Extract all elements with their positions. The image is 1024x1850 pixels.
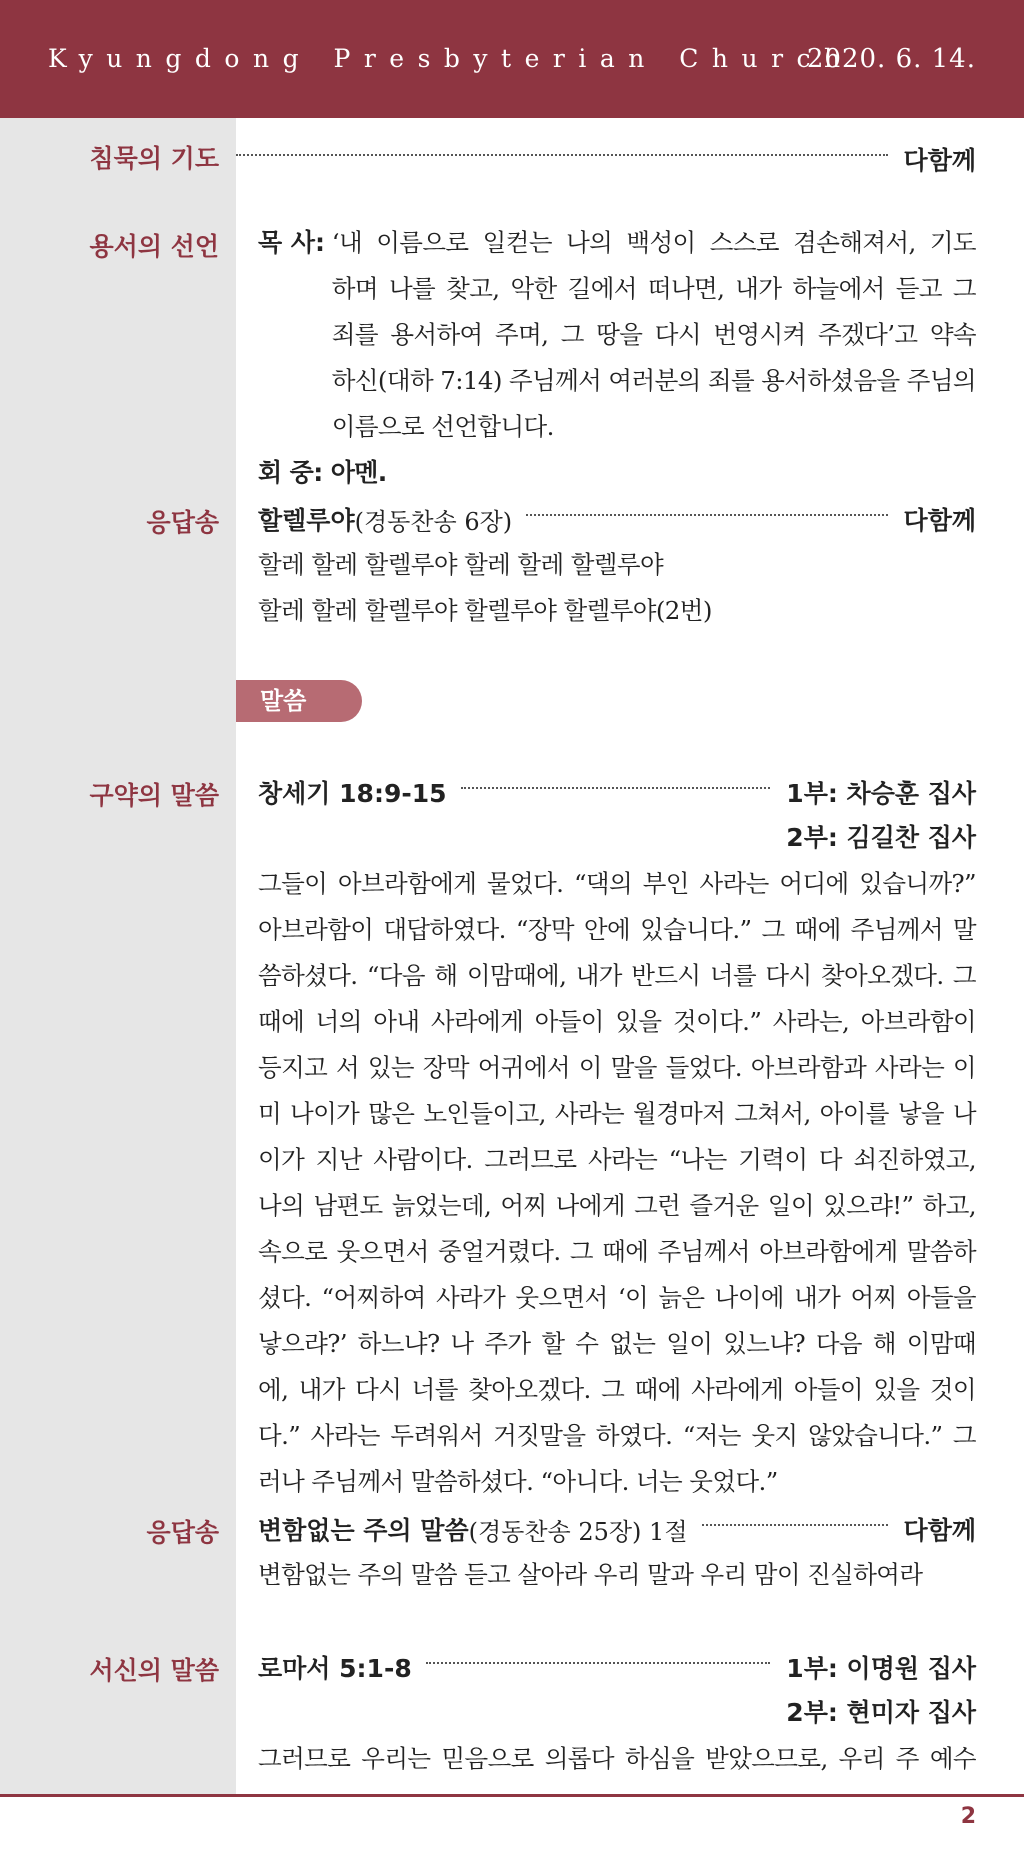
scripture-line: 아브라함이 대답하였다. “장막 안에 있습니다.” 그 때에 주님께서 말 xyxy=(258,915,976,944)
leader-dots xyxy=(526,514,887,516)
response-song-2-right: 다함께 xyxy=(903,1516,976,1545)
ot-reader-2: 2부: 김길찬 집사 xyxy=(786,823,976,852)
scripture-line: 미 나이가 많은 노인들이고, 사라는 월경마저 그쳐서, 아이를 낳을 나 xyxy=(258,1099,976,1128)
epistle-reference: 로마서 5:1-8 xyxy=(258,1654,412,1683)
lyric-line: 할레 할레 할렐루야 할레 할레 할렐루야 xyxy=(258,550,664,579)
response-song-1-right: 다함께 xyxy=(903,506,976,535)
scripture-line: 러나 주님께서 말씀하셨다. “아니다. 너는 웃었다.” xyxy=(258,1467,778,1496)
pastor-line: 이름으로 선언합니다. xyxy=(331,412,554,441)
response-song-1-note: (경동찬송 6장) xyxy=(354,507,513,536)
scripture-line: 나의 남편도 늙었는데, 어찌 나에게 그런 즐거운 일이 있으랴!” 하고, xyxy=(258,1191,976,1220)
label-ot-reading: 구약의 말씀 xyxy=(89,781,219,810)
section-pill-word: 말씀 xyxy=(236,680,362,722)
scripture-line: 이가 지난 사람이다. 그러므로 사라는 “나는 기력이 다 쇠진하였고, xyxy=(258,1145,976,1174)
leader-dots xyxy=(236,154,888,156)
leader-dots xyxy=(426,1662,771,1664)
pastor-text xyxy=(332,220,976,450)
label-absolution: 용서의 선언 xyxy=(89,232,219,261)
footer-rule xyxy=(0,1794,1024,1797)
leader-dots xyxy=(702,1524,888,1526)
response-song-2-block xyxy=(258,1506,976,1598)
scripture-line: 그들이 아브라함에게 물었다. “댁의 부인 사라는 어디에 있습니까?” xyxy=(258,869,976,898)
scripture-line: 셨다. “어찌하여 사라가 웃으면서 ‘이 늙은 나이에 내가 어찌 아들을 xyxy=(258,1283,976,1312)
ot-reference-row xyxy=(258,769,976,815)
silent-prayer-block xyxy=(258,136,976,182)
epistle-block xyxy=(258,1644,976,1782)
ot-reference: 창세기 18:9-15 xyxy=(258,779,447,808)
pastor-line: 하며 나를 찾고, 악한 길에서 떠나면, 내가 하늘에서 듣고 그 xyxy=(331,274,976,303)
scripture-line: 낳으랴?’ 하느냐? 나 주가 할 수 없는 일이 있느냐? 다음 해 이맘때 xyxy=(258,1329,976,1358)
absolution-block xyxy=(258,220,976,496)
congregation-response: 회 중: 아멘. xyxy=(258,458,387,487)
page-number: 2 xyxy=(960,1804,976,1829)
scripture-line: 다.” 사라는 두려워서 거짓말을 하였다. “저는 웃지 않았습니다.” 그 xyxy=(258,1421,976,1450)
response-song-2-title: 변함없는 주의 말씀 xyxy=(258,1516,469,1545)
pastor-line: ‘내 이름으로 일컫는 나의 백성이 스스로 겸손해져서, 기도 xyxy=(331,228,976,257)
pastor-label: 목 사: xyxy=(258,228,326,257)
pastor-line: 하신(대하 7:14) 주님께서 여러분의 죄를 용서하셨음을 주님의 xyxy=(331,366,976,395)
scripture-line: 속으로 웃으면서 중얼거렸다. 그 때에 주님께서 아브라함에게 말씀하 xyxy=(258,1237,976,1266)
ot-reading-block xyxy=(258,769,976,1505)
label-response-song-2: 응답송 xyxy=(146,1518,219,1547)
scripture-line: 에, 내가 다시 너를 찾아오겠다. 그 때에 사라에게 아들이 있을 것이 xyxy=(258,1375,976,1404)
scripture-line: 등지고 서 있는 장막 어귀에서 이 말을 들었다. 아브라함과 사라는 이 xyxy=(258,1053,976,1082)
scripture-line: 씀하셨다. “다음 해 이맘때에, 내가 반드시 너를 다시 찾아오겠다. 그 xyxy=(258,961,976,990)
bulletin-date: 2020. 6. 14. xyxy=(806,44,976,74)
response-song-1-title: 할렐루야 xyxy=(258,506,355,535)
scripture-line: 그러므로 우리는 믿음으로 의롭다 하심을 받았으므로, 우리 주 예수 xyxy=(258,1744,976,1773)
epistle-reference-row xyxy=(258,1644,976,1690)
response-song-1-block xyxy=(258,496,976,634)
response-song-2-note: (경동찬송 25장) 1절 xyxy=(468,1517,688,1546)
scripture-line: 때에 너의 아내 사라에게 아들이 있을 것이다.” 사라는, 아브라함이 xyxy=(258,1007,976,1036)
label-silent-prayer: 침묵의 기도 xyxy=(89,144,219,173)
leader-dots xyxy=(461,787,771,789)
ot-reader-1: 1부: 차승훈 집사 xyxy=(786,779,976,808)
label-epistle: 서신의 말씀 xyxy=(89,1656,219,1685)
silent-prayer-right: 다함께 xyxy=(903,146,976,175)
lyric-line: 변함없는 주의 말씀 듣고 살아라 우리 말과 우리 맘이 진실하여라 xyxy=(258,1560,923,1589)
header-bar xyxy=(0,0,1024,118)
pastor-declaration xyxy=(258,220,976,450)
church-name: Kyungdong Presbyterian Church xyxy=(48,44,854,73)
response-song-1-title-row xyxy=(258,496,976,542)
pastor-line: 죄를 용서하여 주며, 그 땅을 다시 번영시켜 주겠다’고 약속 xyxy=(331,320,976,349)
label-response-song-1: 응답송 xyxy=(146,508,219,537)
epistle-reader-2: 2부: 현미자 집사 xyxy=(786,1698,976,1727)
epistle-reader-1: 1부: 이명원 집사 xyxy=(786,1654,976,1683)
lyric-line: 할레 할레 할렐루야 할렐루야 할렐루야(2번) xyxy=(258,596,712,625)
response-song-2-title-row xyxy=(258,1506,976,1552)
